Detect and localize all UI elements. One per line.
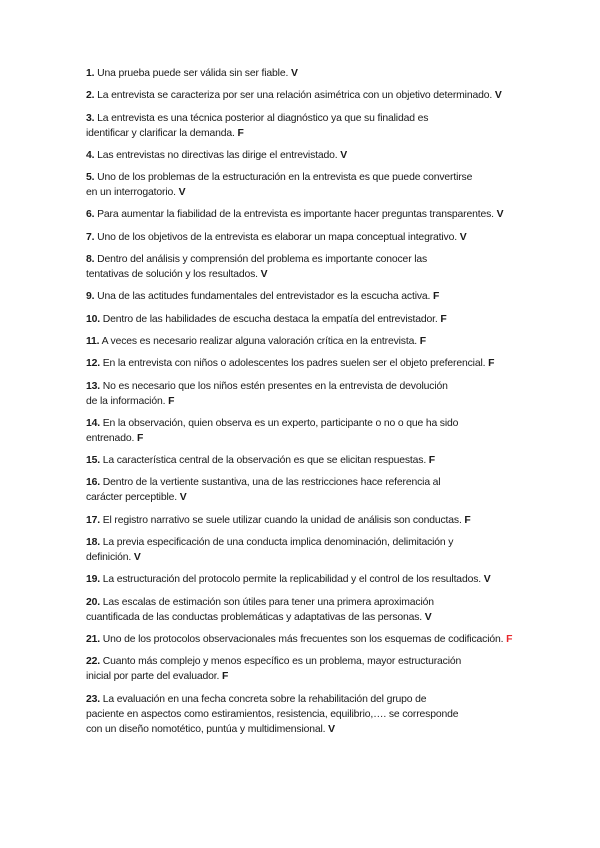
question-item bbox=[86, 170, 586, 200]
question-number: 20. bbox=[86, 596, 100, 608]
question-number: 12. bbox=[86, 358, 100, 370]
question-item bbox=[86, 66, 586, 81]
answer-mark: F bbox=[136, 432, 144, 444]
question-number: 13. bbox=[86, 380, 100, 392]
question-item bbox=[86, 654, 586, 684]
question-item bbox=[86, 595, 586, 625]
answer-mark: F bbox=[440, 313, 447, 325]
question-text: Uno de los protocolos observacionales más frecuentes son los esquemas de codificación. bbox=[100, 633, 507, 645]
question-text: Una prueba puede ser válida sin ser fiable. bbox=[94, 68, 291, 79]
question-item bbox=[86, 632, 586, 647]
question-item bbox=[86, 572, 586, 587]
answer-mark: V bbox=[494, 90, 502, 102]
question-text: La estructuración del protocolo permite la replicabilidad y el control de los resultados. bbox=[100, 574, 484, 586]
answer-mark: V bbox=[178, 187, 186, 199]
question-item bbox=[86, 416, 586, 446]
question-text: La característica central de la observación es que se elicitan respuestas. bbox=[100, 455, 429, 467]
answer-mark: F bbox=[168, 395, 175, 407]
question-item bbox=[86, 334, 586, 349]
question-text: Dentro de la vertiente sustantiva, una de las restricciones hace referencia al carácter perceptible. bbox=[86, 477, 441, 504]
question-text: Cuanto más complejo y menos específico es un problema, mayor estructuración inicial por parte del evaluador. bbox=[86, 656, 462, 683]
question-item bbox=[86, 252, 586, 282]
answer-mark: V bbox=[179, 492, 187, 504]
question-number: 14. bbox=[86, 417, 100, 429]
question-text: Uno de los problemas de la estructuración en la entrevista es que puede convertirse en un interrogatorio. bbox=[86, 172, 473, 199]
question-number: 1. bbox=[86, 68, 95, 79]
question-text: En la observación, quien observa es un experto, participante o no o que ha sido entrenado. bbox=[86, 417, 459, 444]
question-number: 17. bbox=[86, 514, 100, 526]
answer-mark: V bbox=[133, 552, 141, 564]
question-number: 23. bbox=[86, 693, 100, 705]
question-text: En la entrevista con niños o adolescentes los padres suelen ser el objeto preferencial. bbox=[100, 358, 489, 370]
question-item bbox=[86, 148, 586, 163]
question-text: Uno de los objetivos de la entrevista es elaborar un mapa conceptual integrativo. bbox=[94, 231, 460, 243]
question-number: 8. bbox=[86, 254, 95, 266]
answer-mark: V bbox=[260, 269, 268, 281]
question-item bbox=[86, 453, 586, 468]
question-number: 18. bbox=[86, 537, 100, 549]
question-item bbox=[86, 356, 586, 371]
question-text: La evaluación en una fecha concreta sobre la rehabilitación del grupo de paciente en aspectos como estiramientos, resistencia, equilibrio,…. se corresponde con un diseño nomotético, puntúa y multidimensional. bbox=[86, 693, 459, 735]
question-item bbox=[86, 535, 586, 565]
question-text: Dentro de las habilidades de escucha destaca la empatía del entrevistador. bbox=[100, 313, 441, 325]
question-number: 21. bbox=[86, 633, 100, 645]
question-item bbox=[86, 692, 586, 737]
question-number: 15. bbox=[86, 455, 100, 467]
answer-mark: F bbox=[488, 358, 495, 370]
question-text: El registro narrativo se suele utilizar cuando la unidad de análisis son conductas. bbox=[100, 514, 465, 526]
question-number: 7. bbox=[86, 231, 95, 243]
question-text: Dentro del análisis y comprensión del problema es importante conocer las tentativas de solución y los resultados. bbox=[86, 254, 428, 281]
question-item bbox=[86, 312, 586, 327]
answer-mark: V bbox=[483, 574, 491, 586]
answer-mark: F bbox=[237, 127, 244, 139]
question-item bbox=[86, 88, 586, 103]
answer-mark: F bbox=[419, 335, 426, 347]
question-list bbox=[86, 66, 586, 744]
question-text: La entrevista se caracteriza por ser una relación asimétrica con un objetivo determinado. bbox=[94, 90, 495, 102]
question-text: No es necesario que los niños estén presentes en la entrevista de devolución de la información. bbox=[86, 380, 448, 407]
question-item bbox=[86, 230, 586, 245]
answer-mark: V bbox=[328, 723, 335, 735]
question-number: 3. bbox=[86, 112, 95, 124]
question-number: 5. bbox=[86, 172, 95, 184]
question-number: 6. bbox=[86, 209, 95, 221]
question-text: A veces es necesario realizar alguna valoración crítica en la entrevista. bbox=[99, 335, 420, 347]
question-number: 4. bbox=[86, 149, 95, 161]
question-text: Las entrevistas no directivas las dirige el entrevistado. bbox=[94, 149, 341, 161]
question-item bbox=[86, 513, 586, 528]
question-item bbox=[86, 289, 586, 304]
question-number: 19. bbox=[86, 574, 100, 586]
question-text: La entrevista es una técnica posterior al diagnóstico ya que su finalidad es identificar y clarificar la demanda. bbox=[86, 112, 429, 139]
question-number: 10. bbox=[86, 313, 100, 325]
answer-mark: V bbox=[424, 611, 432, 623]
answer-mark: V bbox=[496, 209, 504, 221]
question-item bbox=[86, 111, 586, 141]
question-text: Una de las actitudes fundamentales del entrevistador es la escucha activa. bbox=[94, 291, 433, 303]
answer-mark: F bbox=[464, 514, 471, 526]
question-text: Las escalas de estimación son útiles para tener una primera aproximación cuantificada de las conductas problemáticas y adaptativas de las personas. bbox=[86, 596, 434, 623]
question-text: La previa especificación de una conducta implica denominación, delimitación y definición. bbox=[86, 537, 454, 564]
question-item bbox=[86, 379, 586, 409]
answer-mark: F bbox=[506, 633, 513, 645]
question-item bbox=[86, 475, 586, 505]
question-item bbox=[86, 207, 586, 222]
answer-mark: F bbox=[433, 291, 440, 303]
question-number: 16. bbox=[86, 477, 100, 489]
question-number: 2. bbox=[86, 90, 95, 102]
question-number: 11. bbox=[86, 335, 100, 347]
answer-mark: V bbox=[459, 231, 467, 243]
answer-mark: F bbox=[222, 671, 229, 683]
question-number: 9. bbox=[86, 291, 95, 303]
question-number: 22. bbox=[86, 656, 100, 668]
question-text: Para aumentar la fiabilidad de la entrevista es importante hacer preguntas transparentes. bbox=[94, 209, 497, 221]
answer-mark: V bbox=[290, 68, 298, 79]
answer-mark: V bbox=[340, 149, 348, 161]
answer-mark: F bbox=[428, 455, 435, 467]
